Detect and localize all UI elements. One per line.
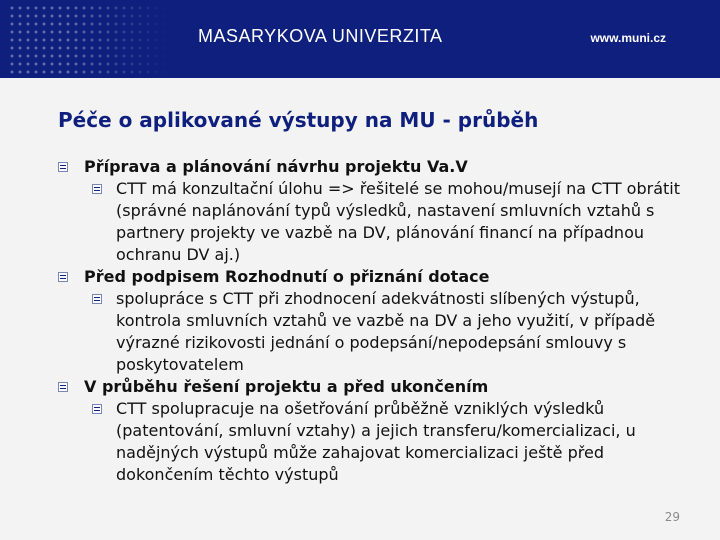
sub-list-item-text: CTT má konzultační úlohu => řešitelé se mohou/musejí na CTT obrátit (správné naplánování typů výsledků, nastavení smluvních vztahů s partnery projekty ve vazbě na DV, plánování financí na případnou ochranu DV aj.)	[116, 179, 680, 264]
list-item	[56, 376, 706, 398]
bullet-icon	[92, 184, 102, 194]
list-item-heading: V průběhu řešení projektu a před ukončením	[84, 377, 489, 396]
list-item-heading: Příprava a plánování návrhu projektu Va.V	[84, 157, 468, 176]
sub-list-item	[56, 178, 706, 266]
university-name: MASARYKOVA UNIVERZITA	[198, 26, 443, 46]
list-item	[56, 156, 706, 178]
page-number: 29	[664, 510, 680, 524]
bullet-icon	[58, 382, 68, 392]
dot-pattern-logo	[8, 4, 168, 76]
bullet-icon	[92, 294, 102, 304]
sub-list-item	[56, 288, 706, 376]
list-item-heading: Před podpisem Rozhodnutí o přiznání dotace	[84, 267, 490, 286]
bullet-icon	[92, 404, 102, 414]
bullet-icon	[58, 272, 68, 282]
bullet-icon	[58, 162, 68, 172]
sub-list-item-text: CTT spolupracuje na ošetřování průběžně vzniklých výsledků (patentování, smluvní vztahy) a jejich transferu/komercializaci, u nadějných výstupů může zahajovat komercializaci ještě před dokončením těchto výstupů	[116, 399, 636, 484]
header-bar	[0, 0, 720, 78]
slide-content	[56, 156, 706, 486]
website-url[interactable]: www.muni.cz	[590, 31, 666, 45]
sub-list-item-text: spolupráce s CTT při zhodnocení adekvátnosti slíbených výstupů, kontrola smluvních vztahů ve vazbě na DV a jeho využití, v případě výrazné rizikovosti jednání o podepsání/nepodepsání smlouvy s poskytovatelem	[116, 289, 656, 374]
sub-list-item	[56, 398, 706, 486]
list-item	[56, 266, 706, 288]
slide-title: Péče o aplikované výstupy na MU - průběh	[58, 108, 539, 132]
